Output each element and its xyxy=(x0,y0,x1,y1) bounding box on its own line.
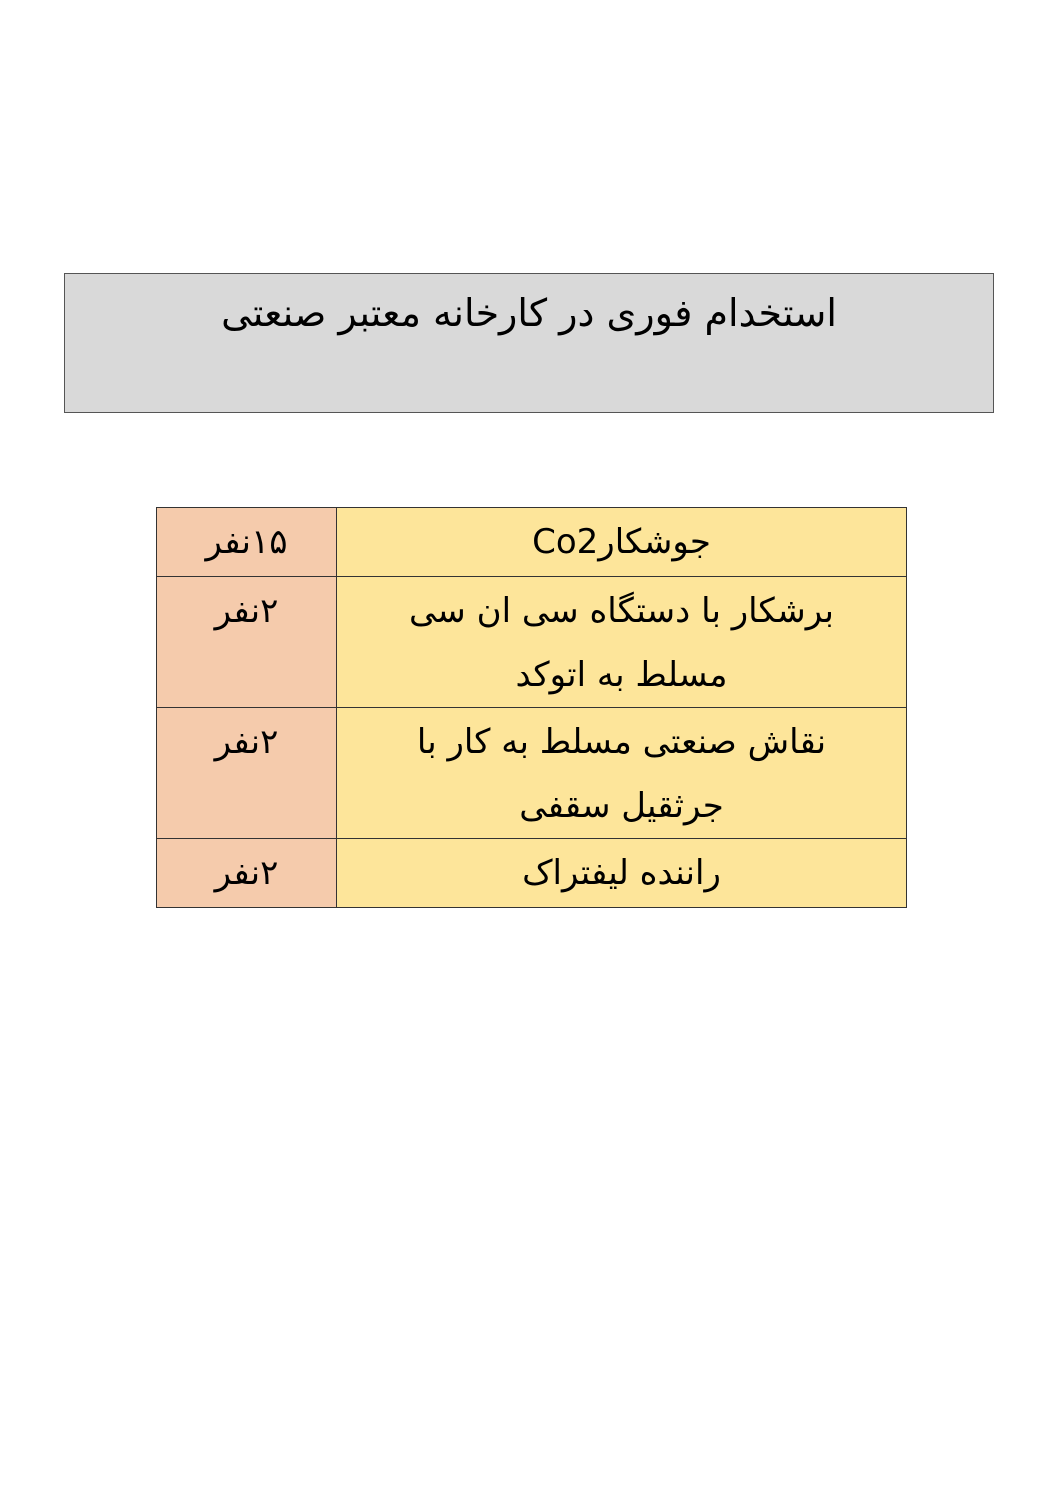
table-row xyxy=(157,577,907,708)
job-count-cell xyxy=(157,839,337,908)
job-count: ۱۵نفر xyxy=(205,522,288,562)
job-count: ۲نفر xyxy=(214,853,279,893)
job-count-cell xyxy=(157,708,337,839)
table-row xyxy=(157,508,907,577)
job-title-cell xyxy=(337,508,907,577)
job-count: ۲نفر xyxy=(214,591,279,631)
table-row xyxy=(157,839,907,908)
job-title: راننده لیفتراک xyxy=(522,853,721,893)
job-title-cell xyxy=(337,839,907,908)
job-count-cell xyxy=(157,577,337,708)
table-row xyxy=(157,708,907,839)
job-title: جوشکارCo2 xyxy=(532,522,711,562)
job-title-cell xyxy=(337,577,907,708)
job-title-cell xyxy=(337,708,907,839)
title-banner xyxy=(64,273,994,413)
page-title: استخدام فوری در کارخانه معتبر صنعتی xyxy=(221,291,837,335)
job-count: ۲نفر xyxy=(214,722,279,762)
job-title: نقاش صنعتی مسلط به کار با جرثقیل سقفی xyxy=(416,722,827,826)
jobs-table xyxy=(156,507,907,908)
job-title: برشکار با دستگاه سی ان سی مسلط به اتوکد xyxy=(408,591,835,695)
job-count-cell xyxy=(157,508,337,577)
